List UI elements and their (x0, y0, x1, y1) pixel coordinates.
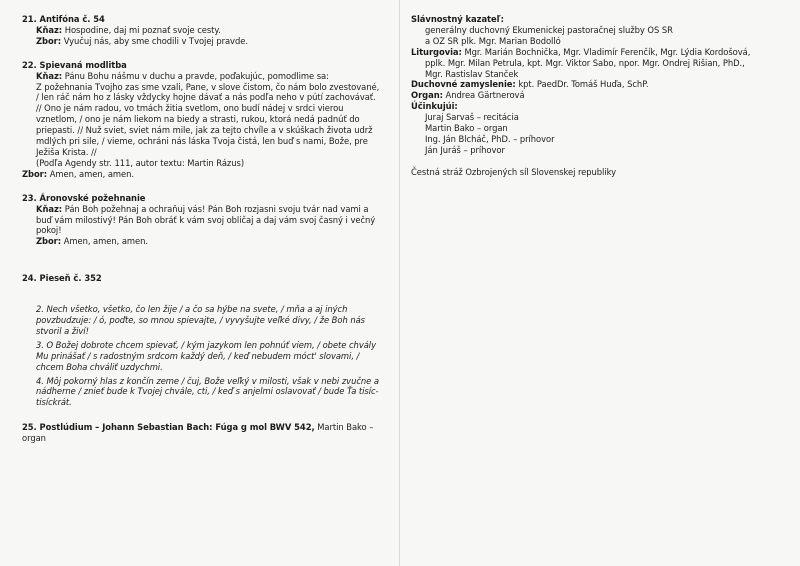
hymn-section (22, 273, 382, 408)
participant-item: Ján Juráš – príhovor (425, 144, 505, 155)
prayer-source: (Podľa Agendy str. 111, autor textu: Martin Rázus) (36, 157, 245, 168)
choir-text: Vyučuj nás, aby sme chodili v Tvojej pravde. (63, 35, 248, 46)
hymn-verse: 3. O Božej dobrote chcem spievať, / kým jazykom len pohnúť viem, / obete chvály Mu prinášať / s radostným srdcom každý deň, / keď nebudem móct' slovami, / chcem Boha chváliť uzdychmi. (36, 339, 376, 372)
prayer-title: 22. Spievaná modlitba (22, 59, 127, 70)
preacher-line: a OZ SR plk. Mgr. Marian Bodolló (425, 35, 561, 46)
organ-entry (411, 90, 786, 101)
blessing-section (22, 193, 382, 248)
preacher-label: Slávnostný kazateľ: (411, 14, 504, 24)
antiphon-section (22, 14, 382, 47)
priest-text: Pánu Bohu nášmu v duchu a pravde, poďakujúc, pomodlime sa: (64, 70, 329, 81)
liturgy-line: pplk. Mgr. Milan Petrula, kpt. Mgr. Viktor Sabo, npor. Mgr. Ondrej Rišian, PhD., (425, 57, 745, 68)
antiphon-title: 21. Antifóna č. 54 (22, 14, 105, 24)
priest-text: Hospodine, daj mi poznať svoje cesty. (64, 24, 221, 35)
honor-guard: Čestná stráž Ozbrojených síl Slovenskej republiky (411, 166, 617, 177)
prayer-choir (22, 169, 382, 180)
blessing-priest (22, 204, 382, 237)
hymn-title: 24. Pieseň č. 352 (22, 273, 102, 284)
participant-item: Martin Bako – organ (425, 123, 508, 134)
hymn-verse: 4. Môj pokorný hlas z končín zeme / čuj, Bože veľký v milosti, však v nebi zvučne a nádherne / znieť bude k Tvojej chvále, cti, / keď s anjelmi oslavovať / bude Ťa tisíc-tisíckrát. (36, 375, 379, 408)
antiphon-priest (22, 25, 382, 36)
reflection-label: Duchovné zamyslenie: (411, 79, 516, 90)
postludium-performer: Martin Bako – organ (22, 422, 374, 444)
participant-item: Juraj Sarvaš – recitácia (425, 112, 519, 123)
left-column (22, 14, 382, 444)
organ-label: Organ: (411, 90, 443, 101)
liturgy-line: Mgr. Marián Bochnička, Mgr. Vladimír Ferenčík, Mgr. Lýdia Kordošová, (464, 46, 751, 57)
hymn-verse: 2. Nech všetko, všetko, čo len žije / a čo sa hýbe na svete, / mňa a aj iných povzbudzuje: / ó, poďte, so mnou spievajte, / vyvyšujte veľké divy, / že Boh nás stvoril a živí! (36, 304, 365, 336)
choir-label: Zbor: (36, 236, 62, 247)
reflection-value: kpt. PaedDr. Tomáš Huďa, SchP. (518, 79, 649, 90)
liturgy-label: Liturgovia: (411, 46, 462, 57)
blessing-title: 23. Áronovské požehnanie (22, 192, 146, 203)
choir-label: Zbor: (36, 35, 62, 46)
prayer-body: Z požehnania Tvojho zas sme vzali, Pane, v slove čistom, čo nám bolo zvestované, / len ráč nám ho z lásky vždycky hojne dávať a nás podľa neho v pútí zachovávať. // Ono je nám radou, vo tmách žitia svetlom, ono budí nádej v srdci vierou vznetlom, / ono je nám liekom na biedy a strasti, rukou, ktorá nedá padnúť do priepasti. // Nuž sviet, sviet nám mile, jak za tejto chvíle a v skúškach života udrž mdlých pri sile, / vieme, ochráni nás láska Tvoja čistá, len buď s nami, Bože, pre Ježiša Krista. // (36, 81, 380, 157)
participants-label: Účinkujúi: (411, 101, 458, 112)
right-column (411, 14, 786, 178)
liturgy-entry (411, 47, 786, 58)
antiphon-choir (22, 36, 382, 47)
priest-label: Kňaz: (36, 203, 63, 214)
liturgy-line: Mgr. Rastislav Stanček (425, 68, 519, 79)
hymn-verses (22, 304, 382, 408)
preacher-line: generálny duchovný Ekumenickej pastoračnej služby OS SR (425, 24, 673, 35)
priest-text: Pán Boh požehnaj a ochraňuj vás! Pán Boh rozjasni svoju tvár nad vami a buď vám milostivý! Pán Boh obráť k vám svoj obličaj a daj vám svoj časný i večný pokoj! (36, 203, 376, 236)
participant-item: Ing. Ján Blcháč, PhD. – príhovor (425, 133, 555, 144)
organ-value: Andrea Gärtnerová (445, 90, 525, 101)
page-fold-divider (399, 0, 400, 566)
reflection-entry (411, 79, 786, 90)
postludium-section (22, 422, 382, 444)
postludium-title: 25. Postlúdium – Johann Sebastian Bach: Fúga g mol BWV 542, (22, 422, 315, 433)
prayer-section (22, 60, 382, 180)
prayer-priest (22, 71, 382, 82)
choir-text: Amen, amen, amen. (49, 168, 134, 179)
priest-label: Kňaz: (36, 24, 63, 35)
blessing-choir (22, 236, 382, 247)
choir-label: Zbor: (22, 168, 48, 179)
priest-label: Kňaz: (36, 70, 63, 81)
choir-text: Amen, amen, amen. (63, 236, 148, 247)
